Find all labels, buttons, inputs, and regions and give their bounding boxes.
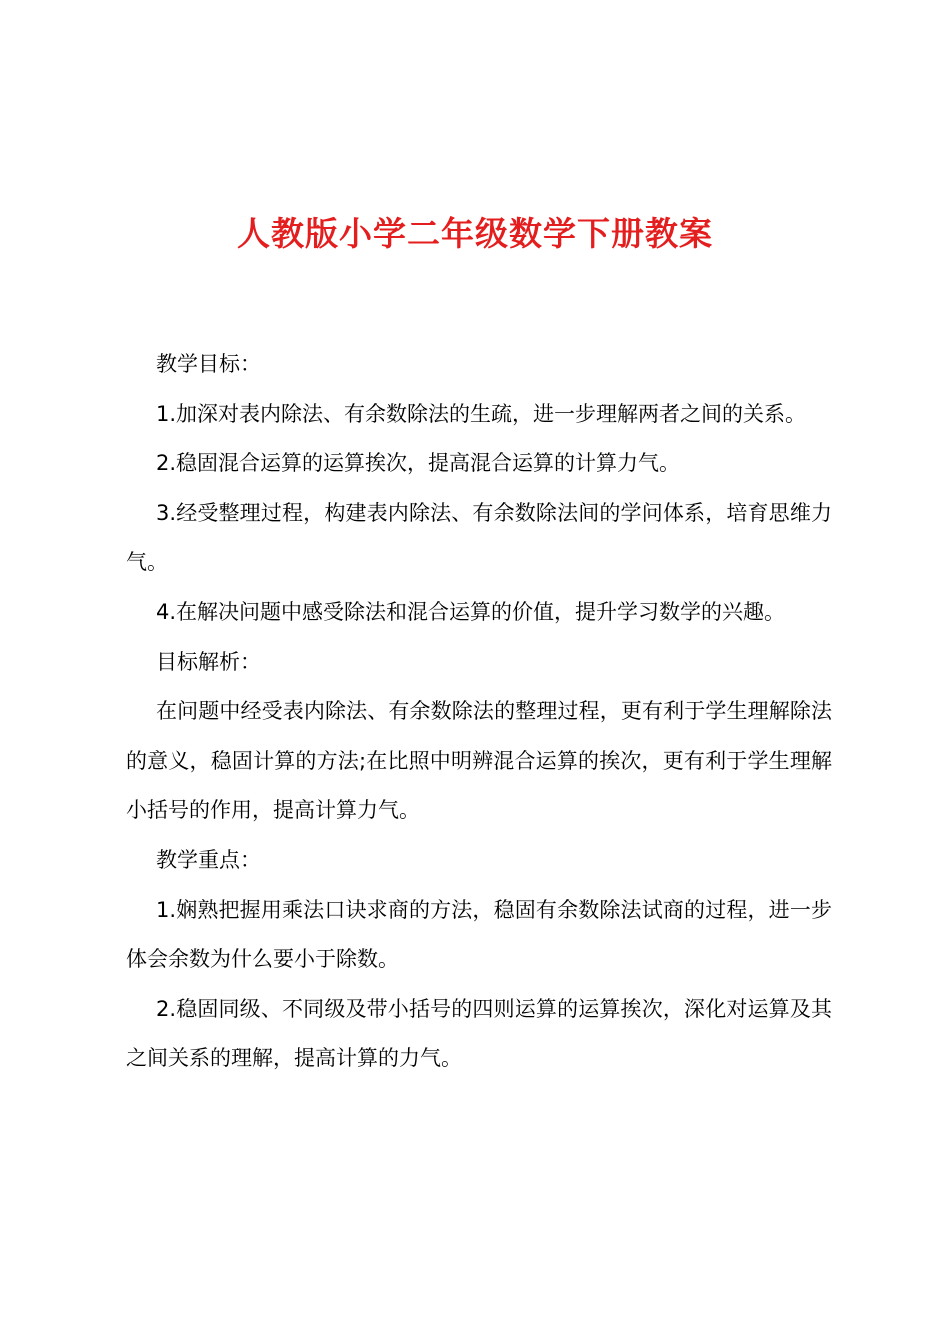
document-title: 人教版小学二年级数学下册教案 [237, 214, 713, 253]
section-heading-teaching-goals: 教学目标： [156, 352, 261, 376]
focus-item-1: 1.娴熟把握用乘法口诀求商的方法，稳固有余数除法试商的过程，进一步体会余数为什么要小于除数。 [126, 897, 832, 972]
goal-item-1: 1.加深对表内除法、有余数除法的生疏，进一步理解两者之间的关系。 [156, 401, 807, 426]
section-heading-goal-analysis: 目标解析： [156, 649, 261, 674]
document-body [126, 340, 832, 1084]
goal-item-4: 4.在解决问题中感受除法和混合运算的价值，提升学习数学的兴趣。 [156, 599, 786, 624]
focus-item-2: 2.稳固同级、不同级及带小括号的四则运算的运算挨次，深化对运算及其之间关系的理解，提高计算的力气。 [126, 996, 832, 1071]
goal-item-3: 3.经受整理过程，构建表内除法、有余数除法间的学问体系，培育思维力气。 [126, 500, 832, 575]
section-heading-teaching-focus: 教学重点： [156, 847, 261, 872]
goal-item-2: 2.稳固混合运算的运算挨次，提高混合运算的计算力气。 [156, 451, 681, 476]
goal-analysis-text: 在问题中经受表内除法、有余数除法的整理过程，更有利于学生理解除法的意义，稳固计算的方法;在比照中明辨混合运算的挨次，更有利于学生理解小括号的作用，提高计算力气。 [126, 699, 832, 823]
